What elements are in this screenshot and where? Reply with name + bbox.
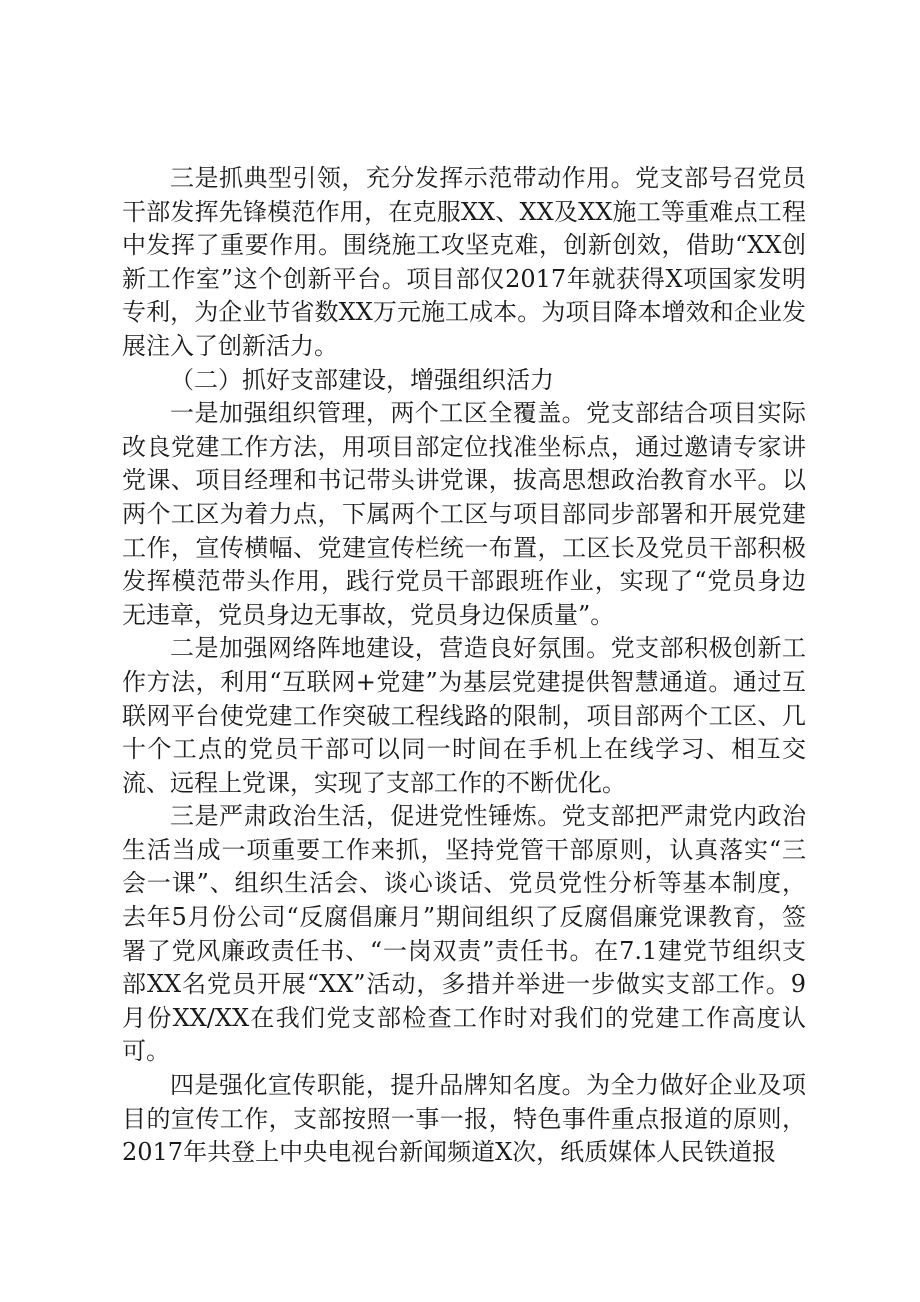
paragraph-network-platform: 二是加强网络阵地建设，营造良好氛围。党支部积极创新工作方法，利用“互联网+党建”为基层党建提供智慧通道。通过互联网平台使党建工作突破工程线路的限制，项目部两个工区、几十个工点的党员干部可以同一时间在手机上在线学习、相互交流、远程上党课，实现了支部工作的不断优化。: [122, 634, 806, 797]
paragraph-political-life: 三是严肃政治生活，促进党性锤炼。党支部把严肃党内政治生活当成一项重要工作来抓，坚持党管干部原则，认真落实“三会一课”、组织生活会、谈心谈话、党员党性分析等基本制度，去年5月份公司“反腐倡廉月”期间组织了反腐倡廉党课教育，签署了党风廉政责任书、“一岗双责”责任书。在7.1建党节组织支部XX名党员开展“XX”活动，多措并举进一步做实支部工作。9月份XX/XX在我们党支部检查工作时对我们的党建工作高度认可。: [122, 802, 806, 1066]
paragraph-publicity: 四是强化宣传职能，提升品牌知名度。为全力做好企业及项目的宣传工作，支部按照一事一报，特色事件重点报道的原则，2017年共登上中央电视台新闻频道X次，纸质媒体人民铁道报: [122, 1071, 806, 1167]
section-heading-branch-building: （二）抓好支部建设，增强组织活力: [170, 365, 554, 394]
document-body: [122, 162, 806, 1170]
paragraph-organization-management: 一是加强组织管理，两个工区全覆盖。党支部结合项目实际改良党建工作方法，用项目部定位找准坐标点，通过邀请专家讲党课、项目经理和书记带头讲党课，拔高思想政治教育水平。以两个工区为着力点，下属两个工区与项目部同步部署和开展党建工作，宣传横幅、党建宣传栏统一布置，工区长及党员干部积极发挥模范带头作用，践行党员干部跟班作业，实现了“党员身边无违章，党员身边无事故，党员身边保质量”。: [122, 399, 806, 629]
paragraph-typical-leadership: 三是抓典型引领，充分发挥示范带动作用。党支部号召党员干部发挥先锋模范作用，在克服XX、XX及XX施工等重难点工程中发挥了重要作用。围绕施工攻坚克难，创新创效，借助“XX创新工作室”这个创新平台。项目部仅2017年就获得X项国家发明专利，为企业节省数XX万元施工成本。为项目降本增效和企业发展注入了创新活力。: [122, 164, 806, 360]
